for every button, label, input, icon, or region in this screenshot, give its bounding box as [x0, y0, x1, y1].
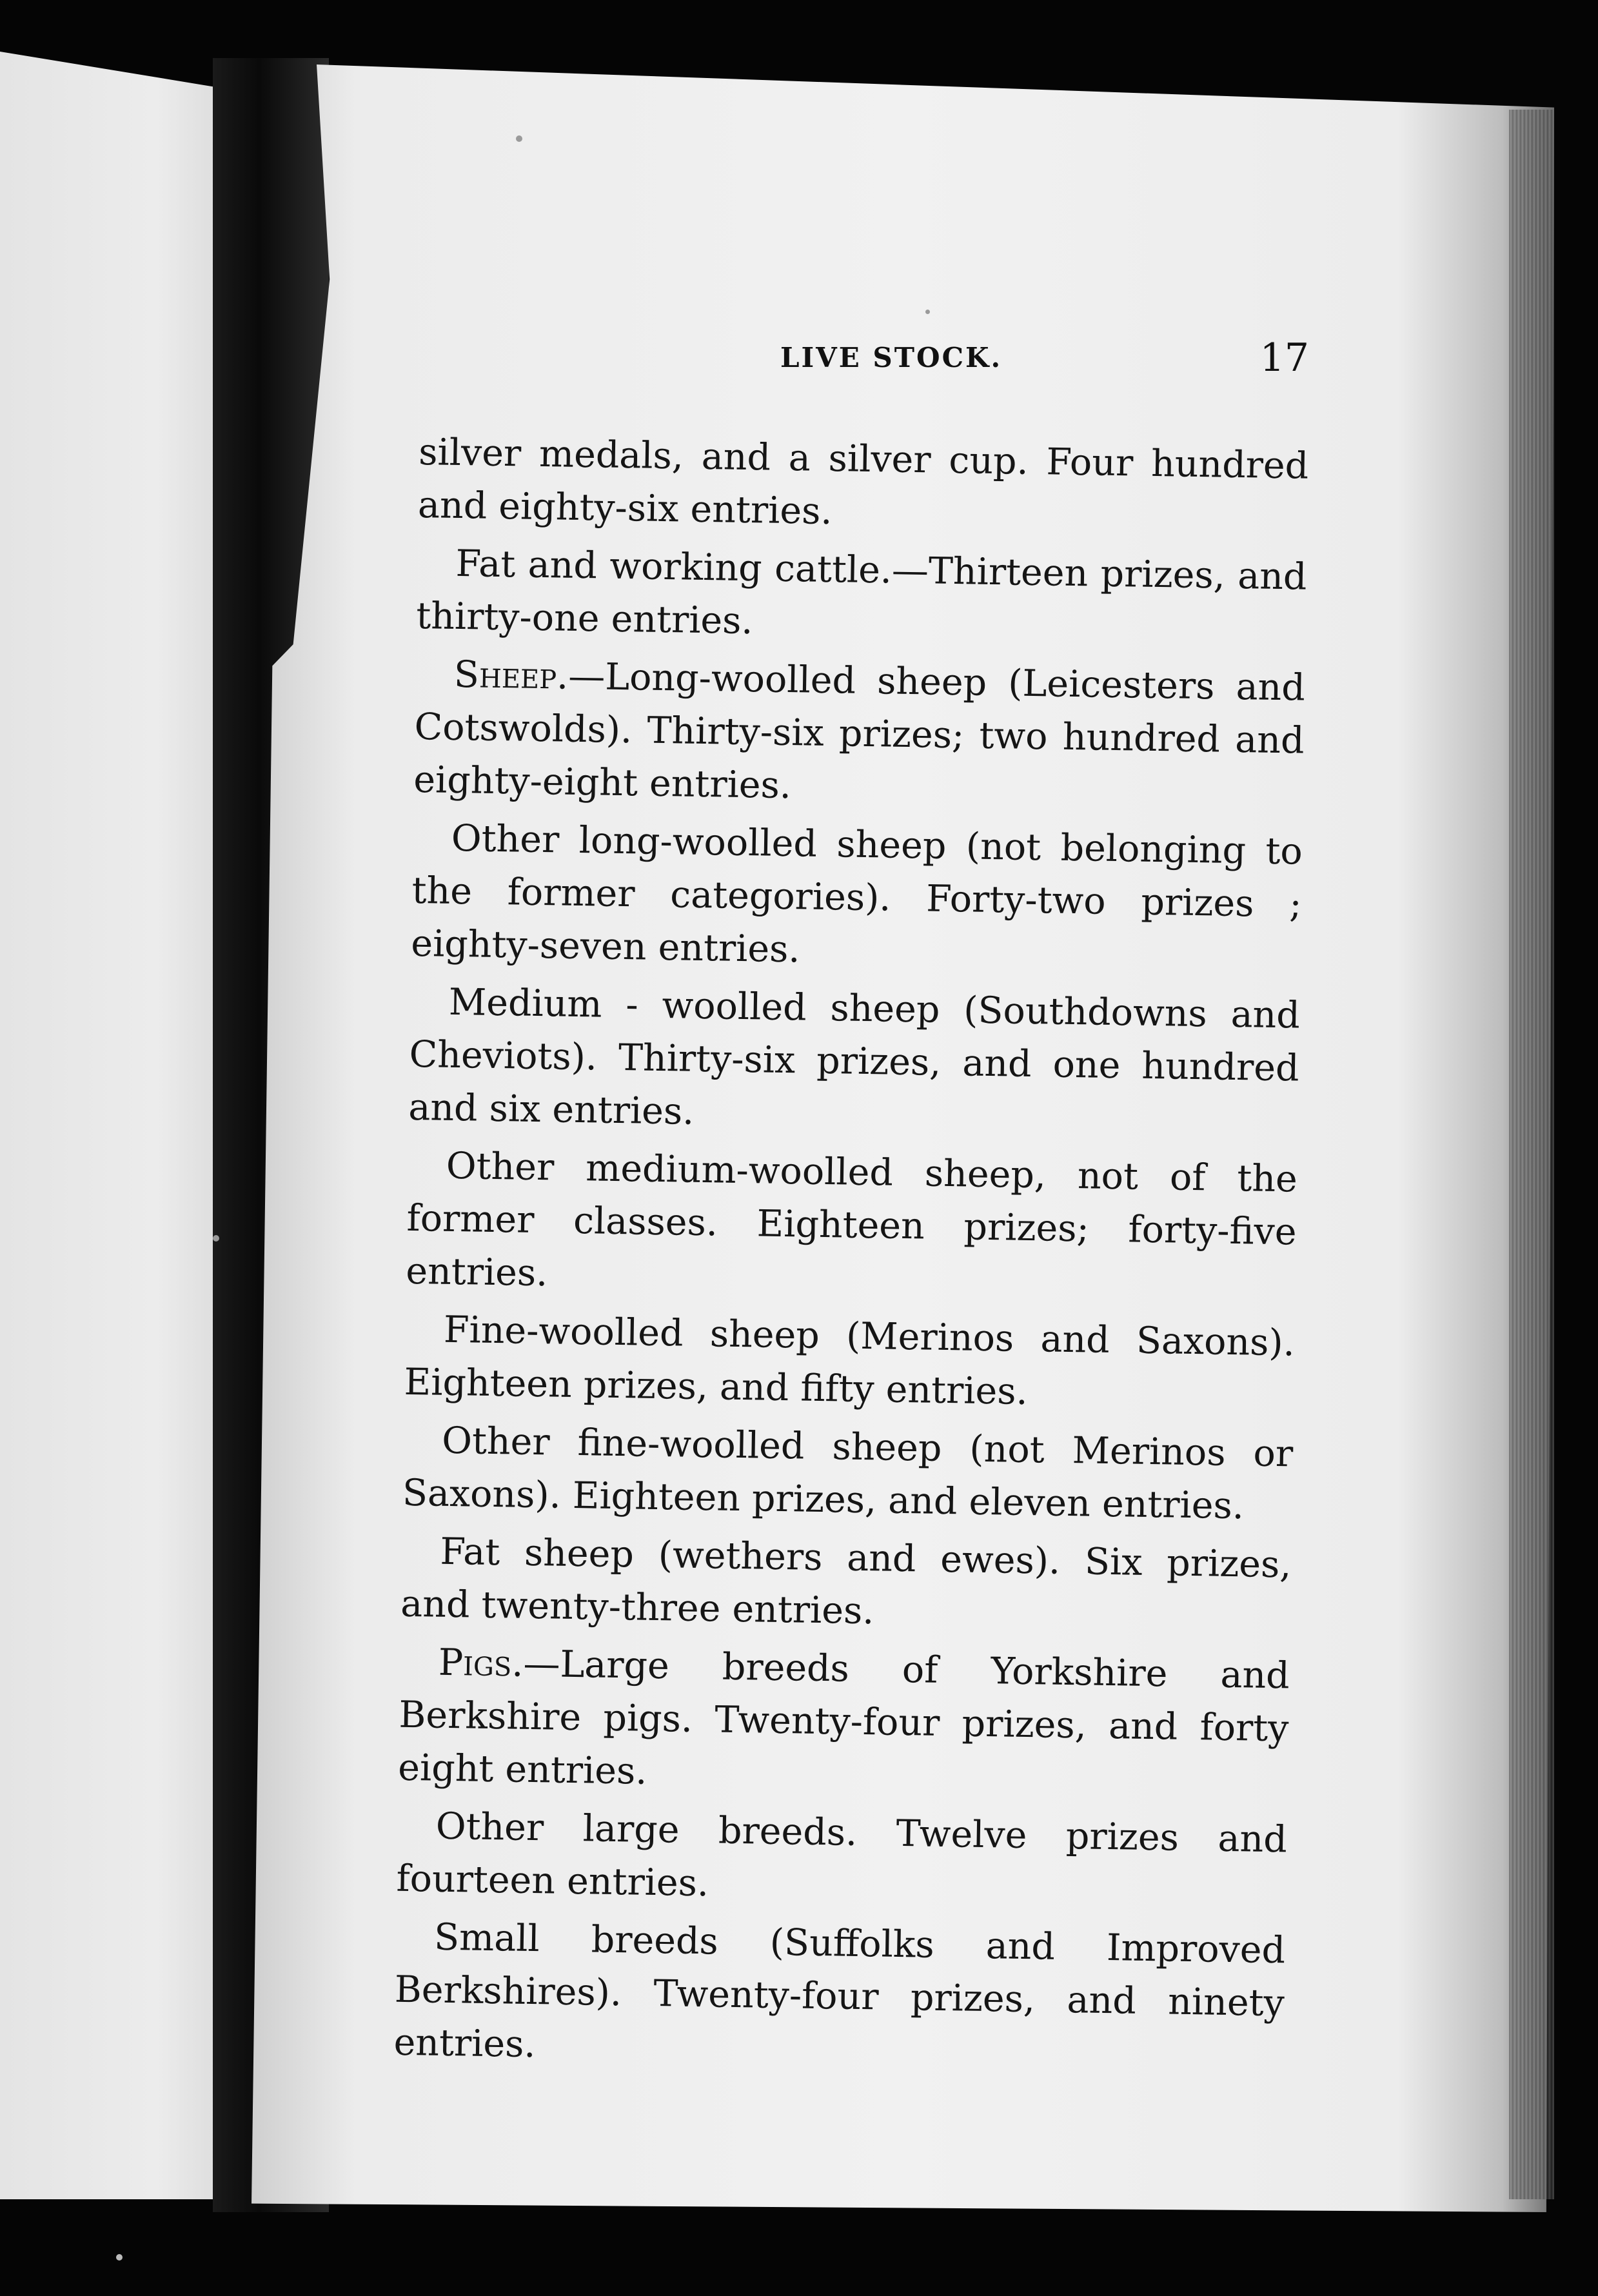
page-edge [1509, 110, 1554, 2199]
paragraph: Fat sheep (wethers and ewes). Six prizes, and twenty-three entries. [400, 1530, 1292, 1633]
paragraph: Other long-woolled sheep (not belonging to the former categories). Forty-two prizes ; eighty-seven entries. [410, 816, 1303, 971]
paragraph: Sheep.—Long-woolled sheep (Leicesters and Cotswolds). Thirty-six prizes; two hundred and eighty-eight entries. [413, 653, 1306, 807]
dust-speck [213, 1235, 219, 1242]
paragraph: Medium - woolled sheep (Southdowns and Cheviots). Thirty-six prizes, and one hundred and six entries. [408, 980, 1301, 1133]
running-head: LIVE STOCK. [780, 342, 1003, 373]
paragraph: Fine-woolled sheep (Merinos and Saxons). Eighteen prizes, and fifty entries. [404, 1308, 1296, 1414]
dust-speck [116, 2254, 123, 2261]
page-number: 17 [1259, 335, 1309, 381]
dust-speck [925, 310, 930, 314]
paragraph: Small breeds (Suffolks and Improved Berkshires). Twenty-four prizes, and ninety entries. [393, 1915, 1286, 2066]
paragraph: Pigs.—Large breeds of Yorkshire and Berkshire pigs. Twenty-four prizes, and forty eight entries. [397, 1641, 1290, 1793]
paragraph: Fat and working cattle.—Thirteen prizes, and thirty-one entries. [415, 542, 1308, 643]
paragraph: Other large breeds. Twelve prizes and fourteen entries. [396, 1805, 1288, 1905]
paragraph: Other medium-woolled sheep, not of the former classes. Eighteen prizes; forty-five entries. [405, 1144, 1298, 1295]
dust-speck [516, 135, 522, 142]
page-header [445, 335, 1309, 387]
paragraph: Other fine-woolled sheep (not Merinos or Saxons). Eighteen prizes, and eleven entries. [402, 1419, 1294, 1528]
paragraph: silver medals, and a silver cup. Four hundred and eighty-six entries. [417, 430, 1309, 533]
body-text [393, 426, 1309, 2088]
